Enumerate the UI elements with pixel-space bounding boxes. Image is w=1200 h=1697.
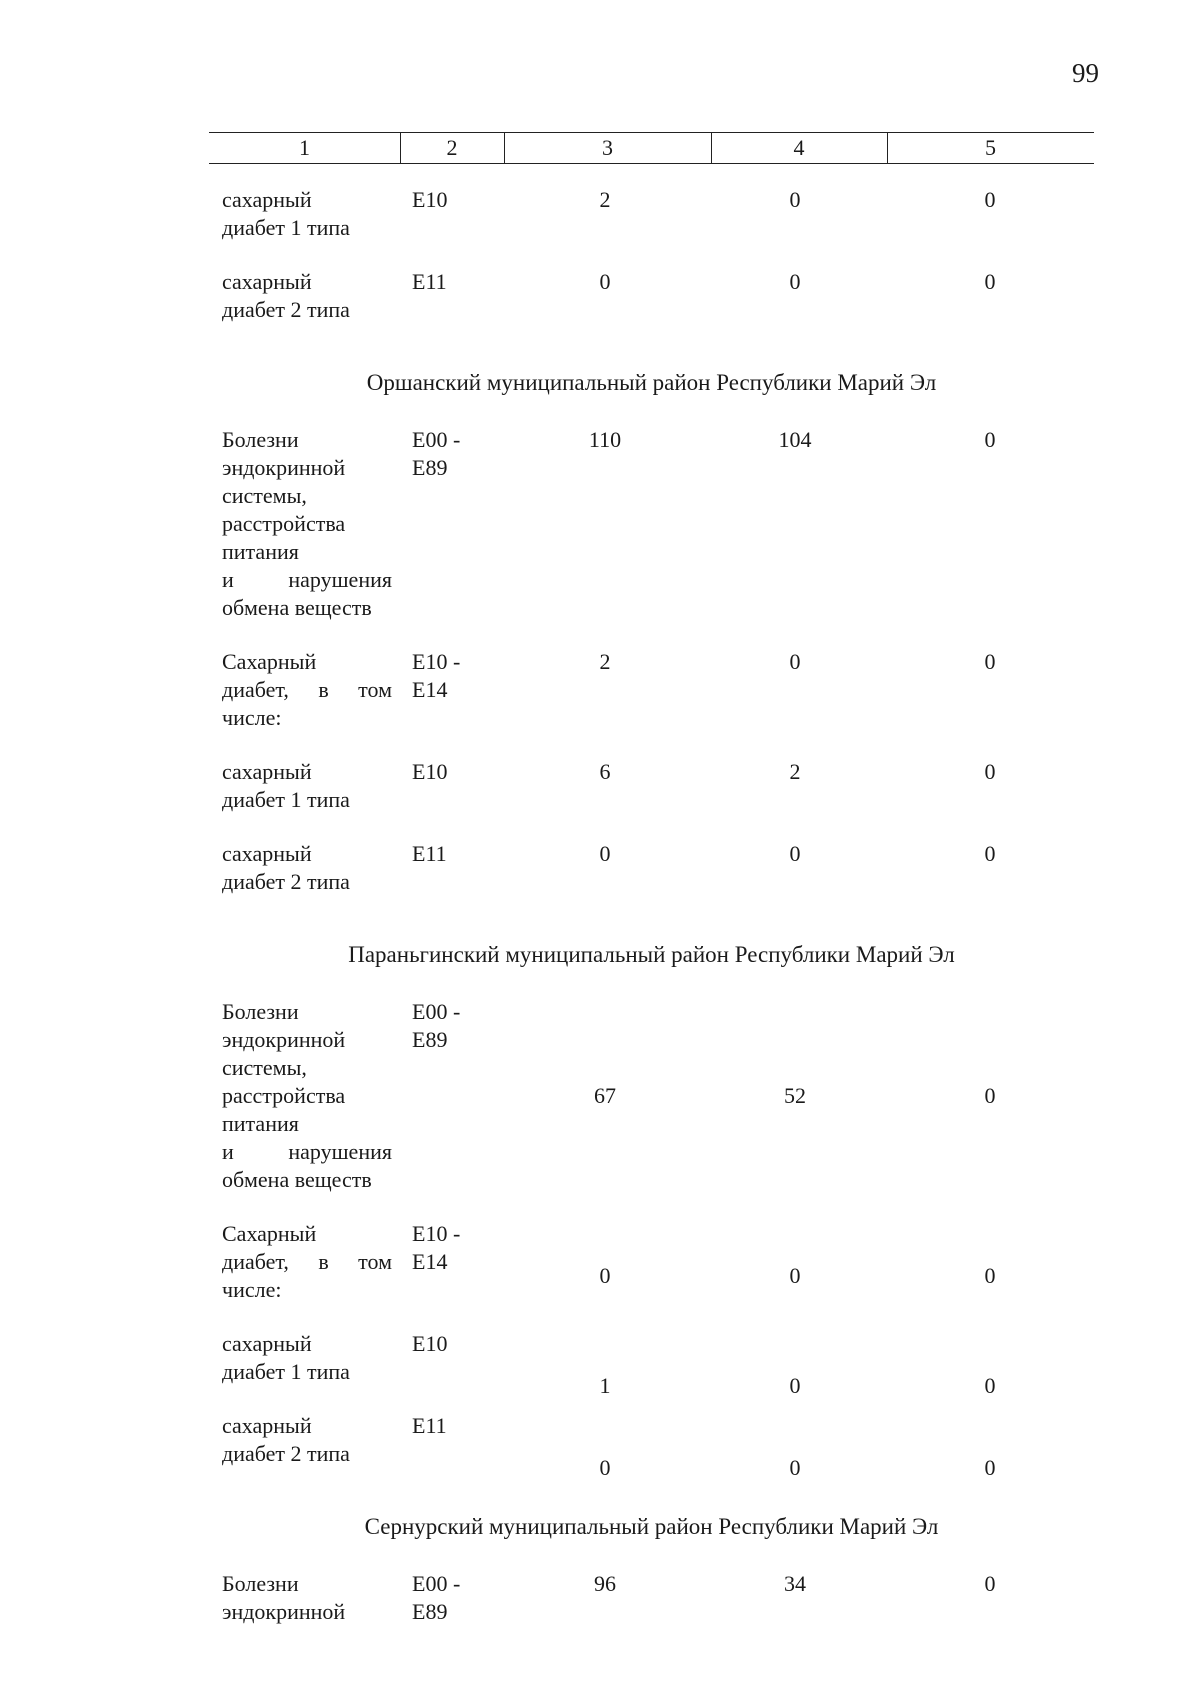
column-number-3: 3	[602, 135, 613, 160]
disease-name-line: обмена веществ	[222, 595, 372, 620]
cell-v4: 0	[789, 841, 801, 866]
disease-name	[222, 758, 392, 814]
disease-name-line: расстройства	[222, 1083, 346, 1108]
disease-name-line: и нарушения	[222, 1139, 392, 1164]
disease-name-line: Сахарный	[222, 649, 317, 674]
column-number-5: 5	[985, 135, 996, 160]
disease-name-line: диабет 2 типа	[222, 1441, 350, 1466]
icd-code-line: E00 -	[412, 1571, 461, 1596]
icd-code-line: E00 -	[412, 427, 461, 452]
cell-v4: 52	[784, 1083, 806, 1108]
district-heading: Оршанский муниципальный район Республики Марий Эл	[366, 370, 937, 395]
icd-code-line: E14	[412, 1249, 448, 1274]
icd-code-line: E10	[412, 759, 448, 784]
icd-code	[412, 268, 492, 296]
icd-code	[412, 998, 492, 1054]
cell-v4: 0	[789, 649, 801, 674]
disease-name-line: и нарушения	[222, 567, 392, 592]
icd-code	[412, 758, 492, 786]
icd-code	[412, 840, 492, 868]
cell-v5: 0	[984, 1083, 996, 1108]
disease-name-line: системы,	[222, 483, 307, 508]
disease-name-line: Болезни	[222, 427, 299, 452]
disease-name-line: системы,	[222, 1055, 307, 1080]
disease-name	[222, 1330, 392, 1386]
icd-code-line: E00 -	[412, 999, 461, 1024]
disease-name-line: Болезни	[222, 999, 299, 1024]
disease-name-line: числе:	[222, 705, 282, 730]
cell-v5: 0	[984, 1571, 996, 1596]
disease-name	[222, 426, 392, 622]
disease-name-line: диабет 2 типа	[222, 297, 350, 322]
cell-v3: 0	[599, 1263, 611, 1288]
icd-code	[412, 186, 492, 214]
cell-v4: 2	[789, 759, 801, 784]
cell-v5: 0	[984, 649, 996, 674]
icd-code	[412, 1220, 492, 1276]
cell-v5: 0	[984, 1455, 996, 1480]
disease-name-line: расстройства	[222, 511, 346, 536]
cell-v3: 2	[599, 649, 611, 674]
disease-name-line: питания	[222, 1111, 299, 1136]
disease-name	[222, 998, 392, 1194]
disease-name-line: сахарный	[222, 841, 312, 866]
disease-name-line: числе:	[222, 1277, 282, 1302]
icd-code-line: E14	[412, 677, 448, 702]
icd-code	[412, 1570, 492, 1626]
disease-name	[222, 1220, 392, 1304]
column-number-1: 1	[299, 135, 310, 160]
disease-name-line: эндокринной	[222, 1599, 346, 1624]
cell-v5: 0	[984, 1373, 996, 1398]
district-heading: Сернурский муниципальный район Республики Марий Эл	[364, 1514, 939, 1539]
disease-name-line: Сахарный	[222, 1221, 317, 1246]
disease-name-line: диабет 1 типа	[222, 215, 350, 240]
disease-name	[222, 268, 392, 324]
cell-v4: 0	[789, 269, 801, 294]
cell-v3: 96	[594, 1571, 616, 1596]
icd-code-line: E10 -	[412, 1221, 461, 1246]
cell-v4: 0	[789, 1455, 801, 1480]
cell-v4: 0	[789, 187, 801, 212]
icd-code-line: E11	[412, 1413, 447, 1438]
disease-name-line: диабет, в том	[222, 1249, 392, 1274]
disease-name-line: сахарный	[222, 1331, 312, 1356]
cell-v5: 0	[984, 427, 996, 452]
column-number-4: 4	[793, 135, 805, 160]
cell-v3: 6	[599, 759, 611, 784]
cell-v3: 67	[594, 1083, 616, 1108]
icd-code-line: E11	[412, 269, 447, 294]
cell-v5: 0	[984, 1263, 996, 1288]
icd-code-line: E89	[412, 1599, 448, 1624]
icd-code-line: E11	[412, 841, 447, 866]
disease-name	[222, 648, 392, 732]
icd-code	[412, 1412, 492, 1440]
icd-code-line: E10	[412, 1331, 448, 1356]
column-number-header	[209, 132, 1094, 164]
cell-v3: 0	[599, 269, 611, 294]
disease-name-line: питания	[222, 539, 299, 564]
page-number: 99	[1072, 58, 1099, 88]
disease-name-line: эндокринной	[222, 1027, 346, 1052]
column-number-2: 2	[446, 135, 458, 160]
icd-code	[412, 1330, 492, 1358]
icd-code	[412, 426, 492, 482]
icd-code	[412, 648, 492, 704]
disease-name	[222, 186, 392, 242]
disease-name-line: эндокринной	[222, 455, 346, 480]
icd-code-line: E10 -	[412, 649, 461, 674]
district-heading: Параньгинский муниципальный район Республики Марий Эл	[348, 942, 955, 967]
disease-name-line: Болезни	[222, 1571, 299, 1596]
cell-v3: 0	[599, 841, 611, 866]
disease-name-line: сахарный	[222, 1413, 312, 1438]
disease-name-line: обмена веществ	[222, 1167, 372, 1192]
disease-name	[222, 1412, 392, 1468]
disease-name-line: диабет, в том	[222, 677, 392, 702]
icd-code-line: E89	[412, 455, 448, 480]
cell-v3: 1	[599, 1373, 611, 1398]
cell-v5: 0	[984, 269, 996, 294]
cell-v3: 2	[599, 187, 611, 212]
cell-v4: 0	[789, 1263, 801, 1288]
disease-name	[222, 840, 392, 896]
disease-name	[222, 1570, 392, 1626]
icd-code-line: E89	[412, 1027, 448, 1052]
cell-v5: 0	[984, 187, 996, 212]
disease-name-line: сахарный	[222, 269, 312, 294]
disease-name-line: диабет 2 типа	[222, 869, 350, 894]
cell-v3: 0	[599, 1455, 611, 1480]
disease-name-line: диабет 1 типа	[222, 1359, 350, 1384]
cell-v5: 0	[984, 841, 996, 866]
cell-v3: 110	[588, 427, 622, 452]
disease-name-line: сахарный	[222, 187, 312, 212]
cell-v5: 0	[984, 759, 996, 784]
disease-name-line: диабет 1 типа	[222, 787, 350, 812]
cell-v4: 34	[784, 1571, 806, 1596]
cell-v4: 0	[789, 1373, 801, 1398]
cell-v4: 104	[778, 427, 812, 452]
icd-code-line: E10	[412, 187, 448, 212]
disease-name-line: сахарный	[222, 759, 312, 784]
